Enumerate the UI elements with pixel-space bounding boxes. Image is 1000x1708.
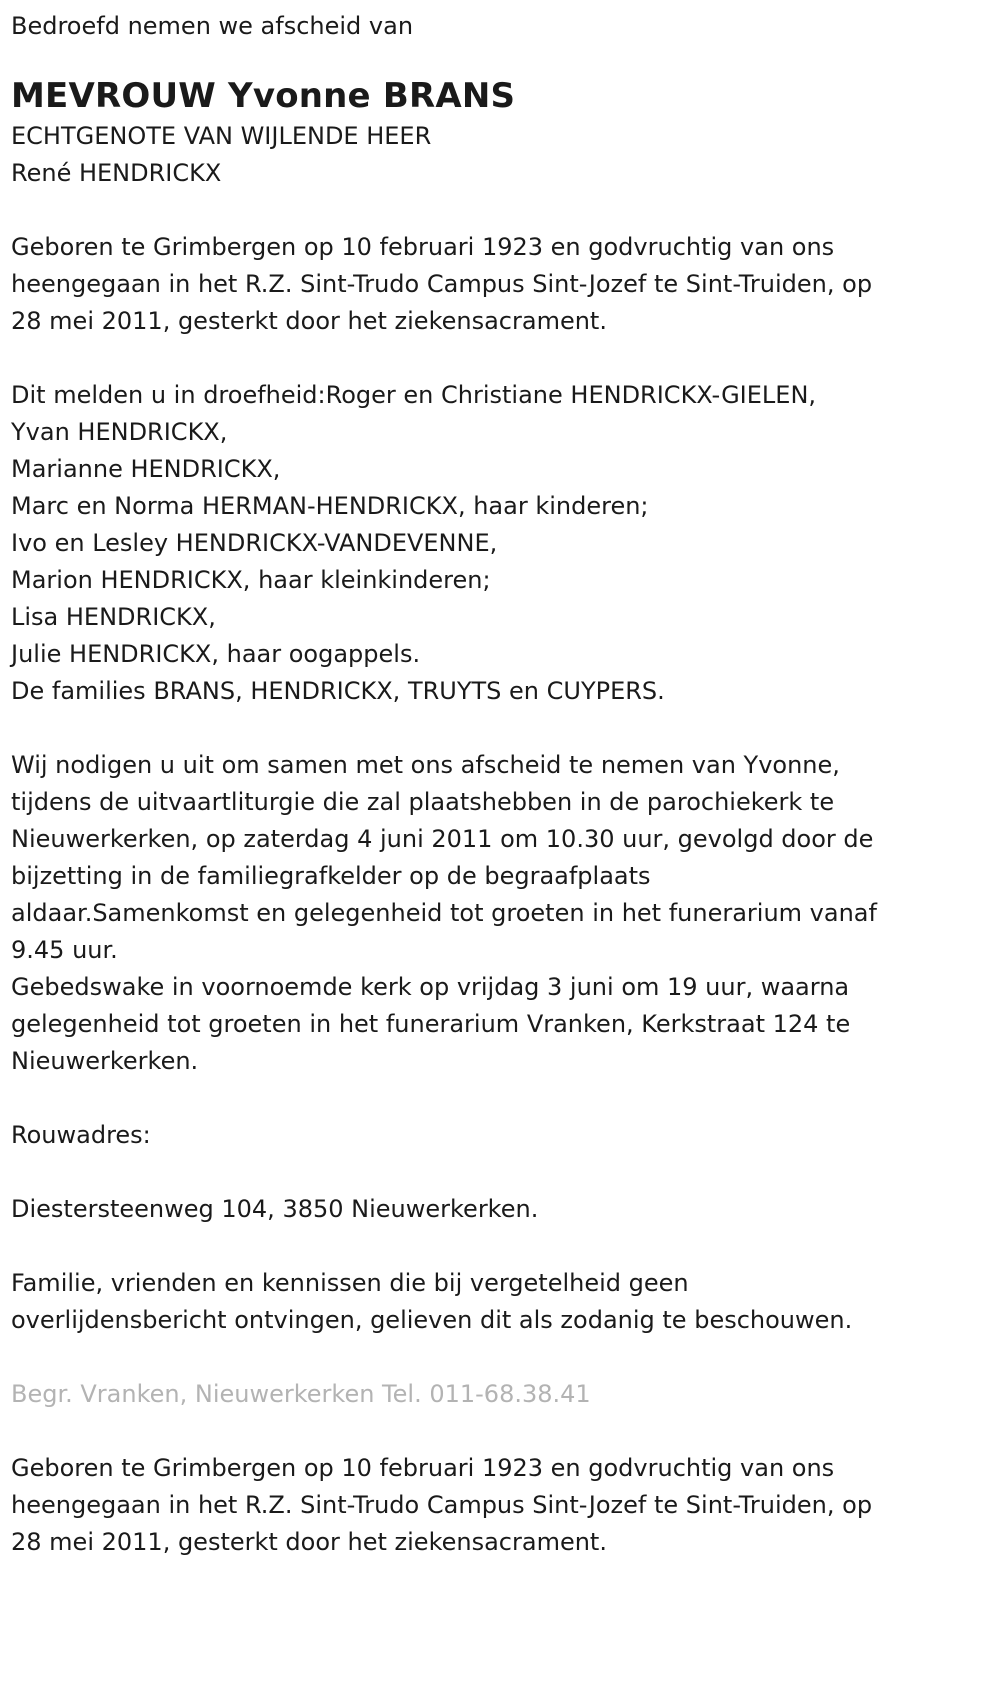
family-list [11,377,989,710]
birth-line: 28 mei 2011, gesterkt door het ziekensacrament. [11,307,607,335]
birth-line: heengegaan in het R.Z. Sint-Trudo Campus Sint-Jozef te Sint-Truiden, op [11,270,873,298]
address-label: Rouwadres: [11,1121,151,1149]
birth-line: heengegaan in het R.Z. Sint-Trudo Campus Sint-Jozef te Sint-Truiden, op [11,1491,873,1519]
ceremony-line: Nieuwerkerken, op zaterdag 4 juni 2011 om 10.30 uur, gevolgd door de [11,825,874,853]
spouse-name: René HENDRICKX [11,159,222,187]
deceased-name: MEVROUW Yvonne BRANS [11,76,516,116]
spacer [11,1339,989,1376]
ceremony-paragraph [11,747,989,1080]
birth-paragraph [11,229,989,340]
intro-text: Bedroefd nemen we afscheid van [11,12,414,40]
ceremony-line: Wij nodigen u uit om samen met ons afscheid te nemen van Yvonne, [11,751,840,779]
family-line: Marianne HENDRICKX, [11,455,281,483]
family-line: Marion HENDRICKX, haar kleinkinderen; [11,566,491,594]
ceremony-line: 9.45 uur. [11,936,118,964]
ceremony-line: Nieuwerkerken. [11,1047,199,1075]
birth-paragraph-repeat [11,1450,989,1561]
birth-line: Geboren te Grimbergen op 10 februari 1923 en godvruchtig van ons [11,1454,835,1482]
ceremony-line: bijzetting in de familiegrafkelder op de begraafplaats [11,862,651,890]
ceremony-line: gelegenheid tot groeten in het funerarium Vranken, Kerkstraat 124 te [11,1010,851,1038]
spacer [11,710,989,747]
family-line: Marc en Norma HERMAN-HENDRICKX, haar kinderen; [11,492,649,520]
spacer [11,1413,989,1450]
family-line: Yvan HENDRICKX, [11,418,228,446]
notice-paragraph [11,1265,989,1339]
family-line: Lisa HENDRICKX, [11,603,216,631]
birth-line: 28 mei 2011, gesterkt door het ziekensacrament. [11,1528,607,1556]
family-line: De families BRANS, HENDRICKX, TRUYTS en CUYPERS. [11,677,665,705]
mourning-address: Diestersteenweg 104, 3850 Nieuwerkerken. [11,1195,539,1223]
ceremony-line: Gebedswake in voornoemde kerk op vrijdag 3 juni om 19 uur, waarna [11,973,850,1001]
family-line: Julie HENDRICKX, haar oogappels. [11,640,421,668]
spacer [11,1080,989,1117]
spacer [11,340,989,377]
spacer [11,192,989,229]
spacer [11,1154,989,1191]
ceremony-line: aldaar.Samenkomst en gelegenheid tot groeten in het funerarium vanaf [11,899,877,927]
notice-line: overlijdensbericht ontvingen, gelieven dit als zodanig te beschouwen. [11,1306,853,1334]
undertaker-contact: Begr. Vranken, Nieuwerkerken Tel. 011-68.38.41 [11,1380,591,1408]
family-line: Ivo en Lesley HENDRICKX-VANDEVENNE, [11,529,498,557]
ceremony-line: tijdens de uitvaartliturgie die zal plaatshebben in de parochiekerk te [11,788,835,816]
family-line: Dit melden u in droefheid:Roger en Christiane HENDRICKX-GIELEN, [11,381,817,409]
notice-line: Familie, vrienden en kennissen die bij vergetelheid geen [11,1269,689,1297]
birth-line: Geboren te Grimbergen op 10 februari 1923 en godvruchtig van ons [11,233,835,261]
spacer [11,1228,989,1265]
spouse-line: ECHTGENOTE VAN WIJLENDE HEER [11,122,432,150]
